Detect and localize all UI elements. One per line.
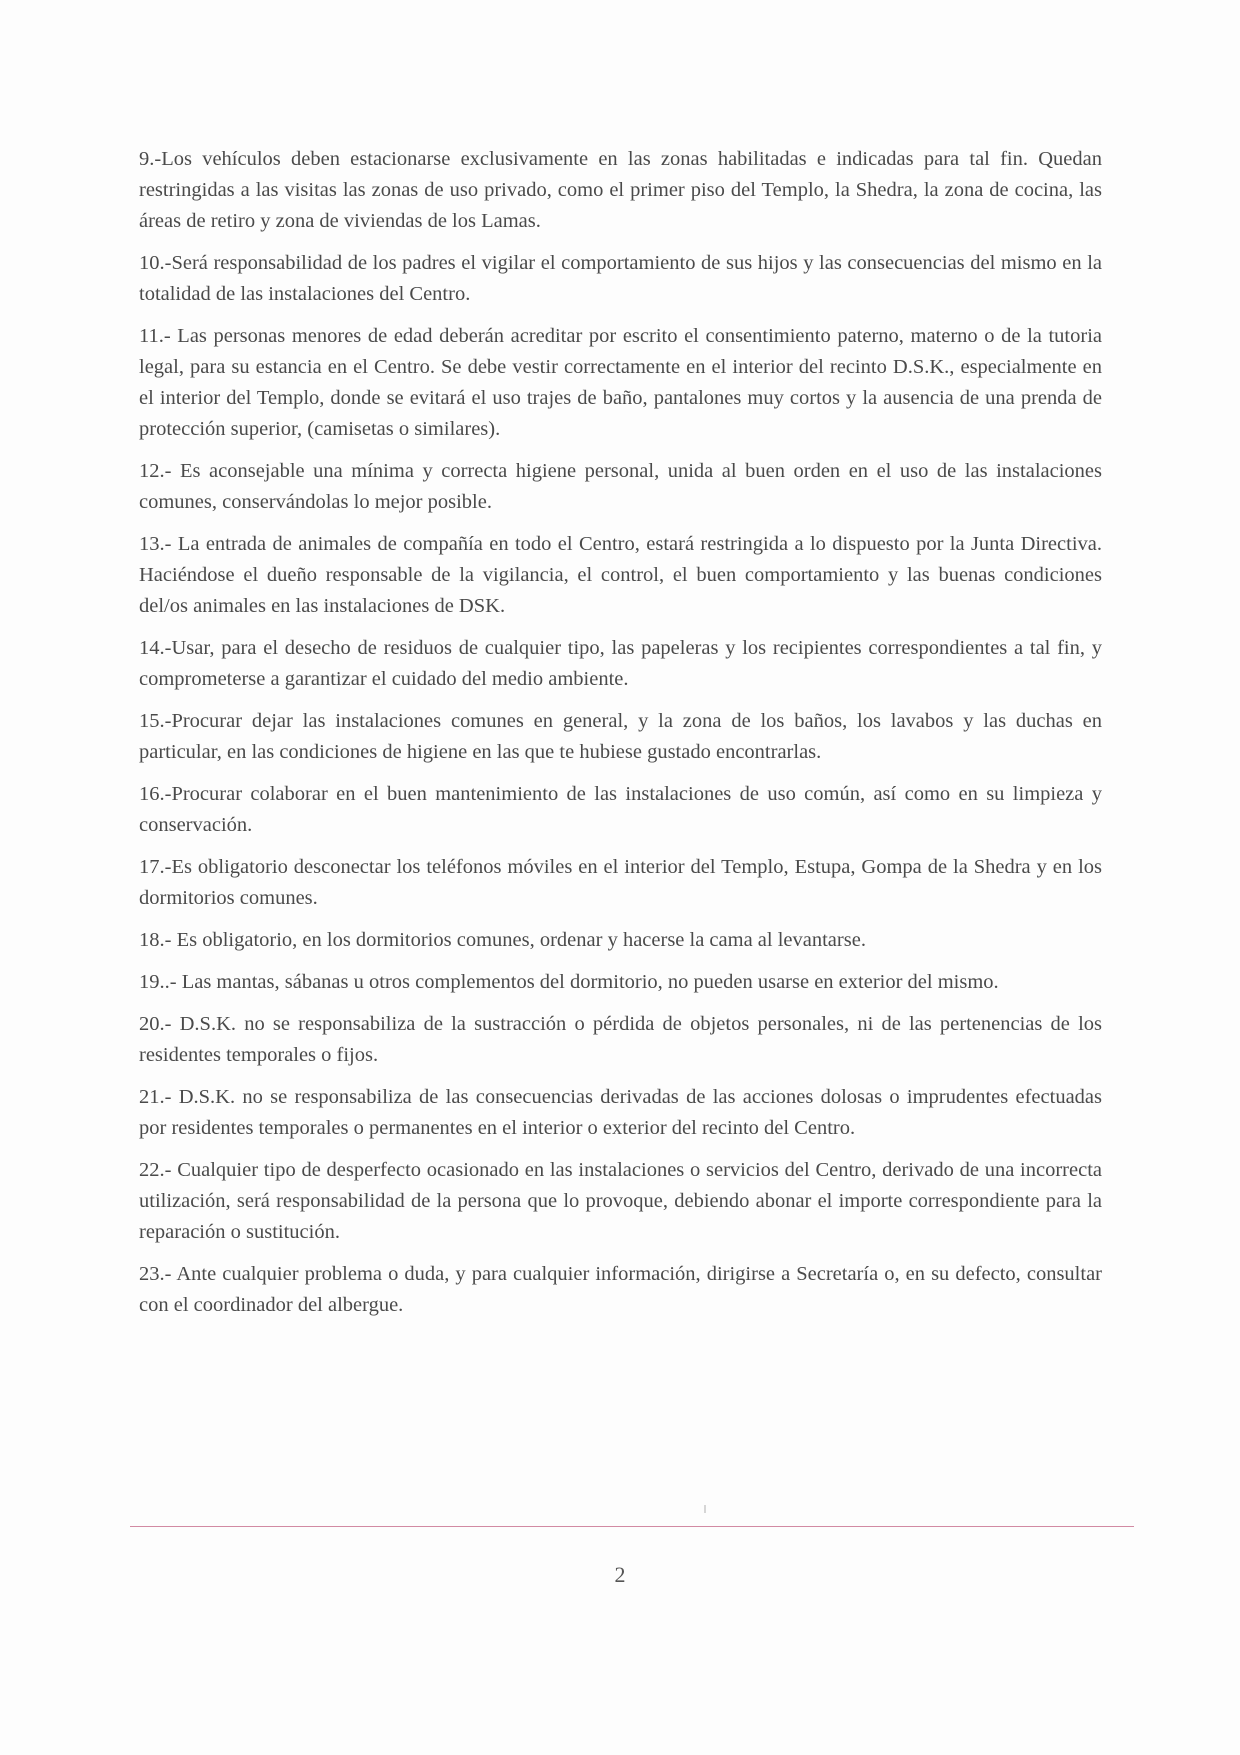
clause-15: 15.-Procurar dejar las instalaciones comunes en general, y la zona de los baños, los lavabos y las duchas en particular, en las condiciones de higiene en las que te hubiese gustado encontrarlas.: [139, 710, 1102, 763]
clause-16: 16.-Procurar colaborar en el buen mantenimiento de las instalaciones de uso común, así como en su limpieza y conservación.: [139, 783, 1102, 836]
clause-17: 17.-Es obligatorio desconectar los teléfonos móviles en el interior del Templo, Estupa, Gompa de la Shedra y en los dormitorios comunes.: [139, 856, 1102, 909]
scan-speck: [704, 1505, 706, 1513]
clause-19: 19..- Las mantas, sábanas u otros complementos del dormitorio, no pueden usarse en exterior del mismo.: [139, 971, 999, 993]
clause-13: 13.- La entrada de animales de compañía en todo el Centro, estará restringida a lo dispuesto por la Junta Directiva. Haciéndose el dueño responsable de la vigilancia, el control, el buen comportamiento y las buenas condiciones del/os animales en las instalaciones de DSK.: [139, 533, 1102, 617]
clause-23: 23.- Ante cualquier problema o duda, y para cualquier información, dirigirse a Secretaría o, en su defecto, consultar con el coordinador del albergue.: [139, 1263, 1102, 1316]
clause-20: 20.- D.S.K. no se responsabiliza de la sustracción o pérdida de objetos personales, ni de las pertenencias de los residentes temporales o fijos.: [139, 1013, 1102, 1066]
clause-9: 9.-Los vehículos deben estacionarse exclusivamente en las zonas habilitadas e indicadas para tal fin. Quedan restringidas a las visitas las zonas de uso privado, como el primer piso del Templo, la Shedra, la zona de cocina, las áreas de retiro y zona de viviendas de los Lamas.: [139, 148, 1102, 232]
page-number: 2: [614, 1562, 626, 1587]
clause-10: 10.-Será responsabilidad de los padres el vigilar el comportamiento de sus hijos y las consecuencias del mismo en la totalidad de las instalaciones del Centro.: [139, 252, 1102, 305]
clause-11: 11.- Las personas menores de edad deberán acreditar por escrito el consentimiento paterno, materno o de la tutoria legal, para su estancia en el Centro. Se debe vestir correctamente en el interior del recinto D.S.K., especialmente en el interior del Templo, donde se evitará el uso trajes de baño, pantalones muy cortos y la ausencia de una prenda de protección superior, (camisetas o similares).: [139, 325, 1102, 440]
clause-12: 12.- Es aconsejable una mínima y correcta higiene personal, unida al buen orden en el uso de las instalaciones comunes, conservándolas lo mejor posible.: [139, 460, 1102, 513]
footer-divider: [130, 1526, 1134, 1527]
clause-18: 18.- Es obligatorio, en los dormitorios comunes, ordenar y hacerse la cama al levantarse.: [139, 929, 866, 951]
clause-22: 22.- Cualquier tipo de desperfecto ocasionado en las instalaciones o servicios del Centro, derivado de una incorrecta utilización, será responsabilidad de la persona que lo provoque, debiendo abonar el importe correspondiente para la reparación o sustitución.: [139, 1159, 1102, 1243]
document-body: [139, 144, 1102, 1332]
clause-14: 14.-Usar, para el desecho de residuos de cualquier tipo, las papeleras y los recipientes correspondientes a tal fin, y comprometerse a garantizar el cuidado del medio ambiente.: [139, 637, 1102, 690]
clause-21: 21.- D.S.K. no se responsabiliza de las consecuencias derivadas de las acciones dolosas o imprudentes efectuadas por residentes temporales o permanentes en el interior o exterior del recinto del Centro.: [139, 1086, 1102, 1139]
